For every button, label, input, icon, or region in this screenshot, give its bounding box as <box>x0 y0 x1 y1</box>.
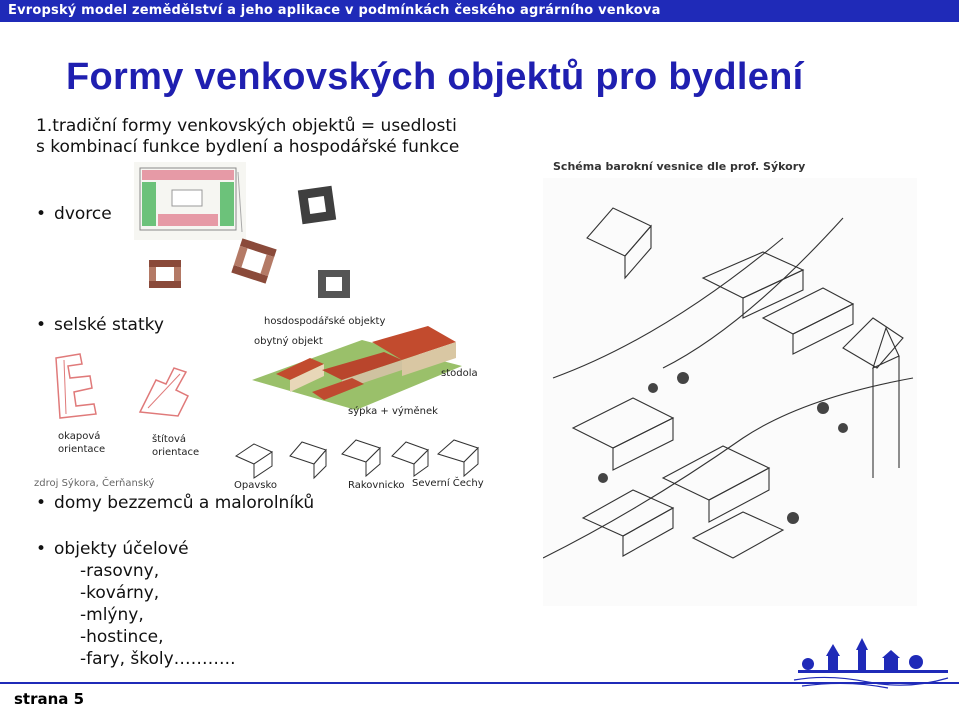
label-stodola: stodola <box>441 368 478 379</box>
courtyard-icon-2 <box>230 238 278 284</box>
house-sketches <box>232 426 484 480</box>
label-obytny: obytný objekt <box>254 336 323 347</box>
label-severni: Severní Čechy <box>412 478 484 489</box>
farm-plan-image <box>134 162 246 240</box>
bullet-domy: • domy bezzemců a malorolníků <box>36 493 314 513</box>
courtyard-icon-4 <box>314 266 354 302</box>
label-okapova-1: okapová <box>58 431 101 442</box>
label-okapova <box>58 430 105 456</box>
plan-okapova <box>50 350 110 422</box>
intro-line-2: s kombinací funkce bydlení a hospodářské funkce <box>36 137 460 157</box>
intro-line-1: 1.tradiční formy venkovských objektů = usedlosti <box>36 116 457 136</box>
label-okapova-2: orientace <box>58 444 106 455</box>
label-zdroj: zdroj Sýkora, Čerňanský <box>34 478 155 489</box>
label-hosp: hosdospodářské objekty <box>264 316 386 327</box>
bullet-selske: • selské statky <box>36 315 164 335</box>
label-opavsko: Opavsko <box>234 480 278 491</box>
page-number: strana 5 <box>14 690 85 708</box>
courtyard-icon-3 <box>146 256 184 292</box>
farm-aerial-image <box>252 318 462 410</box>
courtyard-icon-1 <box>296 184 338 226</box>
label-stitova-2: orientace <box>152 447 200 458</box>
objekty-item-5: -fary, školy……….. <box>80 649 236 669</box>
objekty-item-4: -hostince, <box>80 627 164 647</box>
header-bar: Evropský model zemědělství a jeho aplikace v podmínkách českého agrárního venkova <box>0 0 959 22</box>
page-title: Formy venkovských objektů pro bydlení <box>66 56 804 98</box>
plan-stitova <box>130 350 198 422</box>
objekty-item-3: -mlýny, <box>80 605 144 625</box>
objekty-item-2: -kovárny, <box>80 583 160 603</box>
bullet-dvorce: • dvorce <box>36 204 112 224</box>
bullet-objekty: • objekty účelové <box>36 539 189 559</box>
footer-divider <box>0 682 959 684</box>
objekty-item-1: -rasovny, <box>80 561 160 581</box>
label-sypka: sýpka + výměnek <box>348 406 438 417</box>
schema-caption: Schéma barokní vesnice dle prof. Sýkory <box>553 160 806 173</box>
label-stitova-1: štítová <box>152 434 186 445</box>
baroque-village-sketch <box>543 178 917 606</box>
label-rakovnicko: Rakovnicko <box>348 480 405 491</box>
label-stitova <box>152 433 199 459</box>
